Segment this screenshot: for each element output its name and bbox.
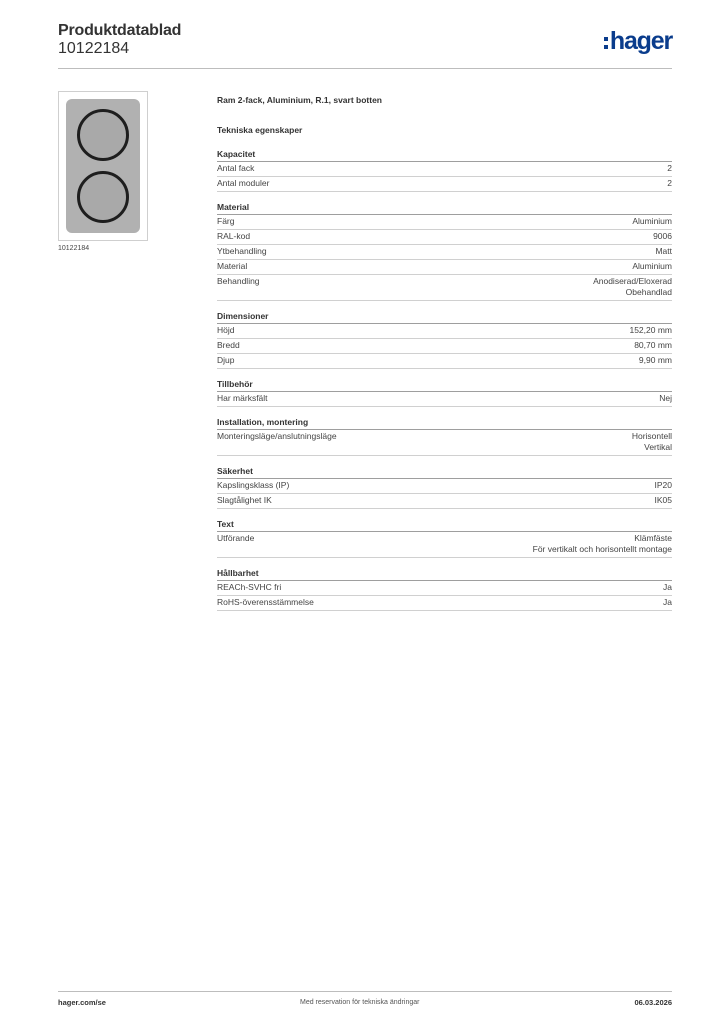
- property-row: [217, 430, 672, 456]
- property-label: Kapslingsklass (IP): [217, 480, 290, 490]
- group-title: Säkerhet: [217, 466, 672, 479]
- property-label: Antal moduler: [217, 178, 270, 188]
- property-group: [217, 466, 672, 509]
- property-value: Klämfäste: [634, 533, 672, 543]
- group-title: Material: [217, 202, 672, 215]
- document-number: 10122184: [58, 40, 130, 57]
- property-label: Bredd: [217, 340, 240, 350]
- property-row: [217, 245, 672, 260]
- property-row: [217, 494, 672, 509]
- property-value: Horisontell: [631, 431, 672, 441]
- property-values: [663, 597, 672, 608]
- page-header: [58, 22, 672, 68]
- property-values: [659, 393, 672, 404]
- footer-website: hager.com/se: [58, 998, 106, 1007]
- property-values: [667, 178, 672, 189]
- property-value: 2: [667, 163, 672, 173]
- property-label: RoHS-överensstämmelse: [217, 597, 314, 607]
- property-values: [632, 431, 672, 453]
- property-row: [217, 177, 672, 192]
- property-label: Behandling: [217, 276, 260, 286]
- property-label: Utförande: [217, 533, 255, 543]
- property-label: Har märksfält: [217, 393, 268, 403]
- property-values: [533, 533, 672, 555]
- property-label: Antal fack: [217, 163, 255, 173]
- group-title: Text: [217, 519, 672, 532]
- frame-illustration: [66, 99, 140, 233]
- property-value: Ja: [663, 582, 672, 592]
- property-value: 9,90 mm: [638, 355, 672, 365]
- property-group: [217, 568, 672, 611]
- document-title: Produktdatablad: [58, 22, 182, 39]
- frame-opening-top-icon: [77, 109, 129, 161]
- property-row: [217, 532, 672, 558]
- property-value: 2: [667, 178, 672, 188]
- header-divider: [58, 68, 672, 69]
- property-group: [217, 311, 672, 369]
- logo-text: hager: [609, 27, 672, 55]
- property-groups: [217, 149, 672, 611]
- footer-date: 06.03.2026: [634, 998, 672, 1007]
- frame-opening-bottom-icon: [77, 171, 129, 223]
- product-name: Ram 2-fack, Aluminium, R.1, svart botten: [217, 95, 382, 105]
- property-value: Anodiserad/Eloxerad: [593, 276, 672, 286]
- property-values: [655, 495, 673, 506]
- property-values: [663, 582, 672, 593]
- property-row: [217, 215, 672, 230]
- hager-logo: [604, 28, 672, 54]
- property-values: [632, 261, 672, 272]
- logo-dots-icon: [604, 36, 608, 50]
- property-values: [653, 231, 672, 242]
- property-row: [217, 230, 672, 245]
- group-title: Kapacitet: [217, 149, 672, 162]
- property-label: Material: [217, 261, 248, 271]
- property-value: 80,70 mm: [634, 340, 672, 350]
- property-row: [217, 354, 672, 369]
- property-values: [629, 325, 672, 336]
- property-label: Ytbehandling: [217, 246, 267, 256]
- property-value: Aluminium: [632, 216, 672, 226]
- property-row: [217, 339, 672, 354]
- property-group: [217, 202, 672, 301]
- property-label: REACh-SVHC fri: [217, 582, 282, 592]
- property-value: För vertikalt och horisontellt montage: [532, 544, 672, 554]
- property-values: [634, 340, 672, 351]
- property-row: [217, 596, 672, 611]
- property-label: Monteringsläge/anslutningsläge: [217, 431, 337, 441]
- property-group: [217, 379, 672, 407]
- property-label: Djup: [217, 355, 235, 365]
- product-details: [217, 95, 672, 621]
- property-row: [217, 162, 672, 177]
- property-value: Matt: [655, 246, 672, 256]
- property-values: [593, 276, 672, 298]
- property-value: Obehandlad: [625, 287, 672, 297]
- property-value: Ja: [663, 597, 672, 607]
- property-row: [217, 392, 672, 407]
- property-value: Vertikal: [644, 442, 672, 452]
- property-value: Nej: [659, 393, 672, 403]
- property-row: [217, 479, 672, 494]
- properties-title: Tekniska egenskaper: [217, 125, 303, 135]
- group-title: Dimensioner: [217, 311, 672, 324]
- property-value: 9006: [653, 231, 672, 241]
- property-group: [217, 149, 672, 192]
- property-label: Höjd: [217, 325, 235, 335]
- image-caption: 10122184: [58, 245, 90, 252]
- property-value: Aluminium: [632, 261, 672, 271]
- property-value: IK05: [654, 495, 672, 505]
- footer-disclaimer: Med reservation för tekniska ändringar: [300, 999, 420, 1006]
- property-values: [632, 216, 672, 227]
- footer-divider: [58, 991, 672, 992]
- group-title: Hållbarhet: [217, 568, 672, 581]
- property-label: RAL-kod: [217, 231, 251, 241]
- property-group: [217, 417, 672, 456]
- property-group: [217, 519, 672, 558]
- property-value: IP20: [654, 480, 672, 490]
- property-row: [217, 324, 672, 339]
- property-values: [639, 355, 672, 366]
- property-row: [217, 581, 672, 596]
- product-image: [58, 91, 148, 241]
- property-values: [655, 480, 673, 491]
- property-row: [217, 275, 672, 301]
- group-title: Tillbehör: [217, 379, 672, 392]
- property-values: [655, 246, 672, 257]
- property-value: 152,20 mm: [629, 325, 672, 335]
- property-row: [217, 260, 672, 275]
- property-label: Färg: [217, 216, 235, 226]
- group-title: Installation, montering: [217, 417, 672, 430]
- property-label: Slagtålighet IK: [217, 495, 272, 505]
- property-values: [667, 163, 672, 174]
